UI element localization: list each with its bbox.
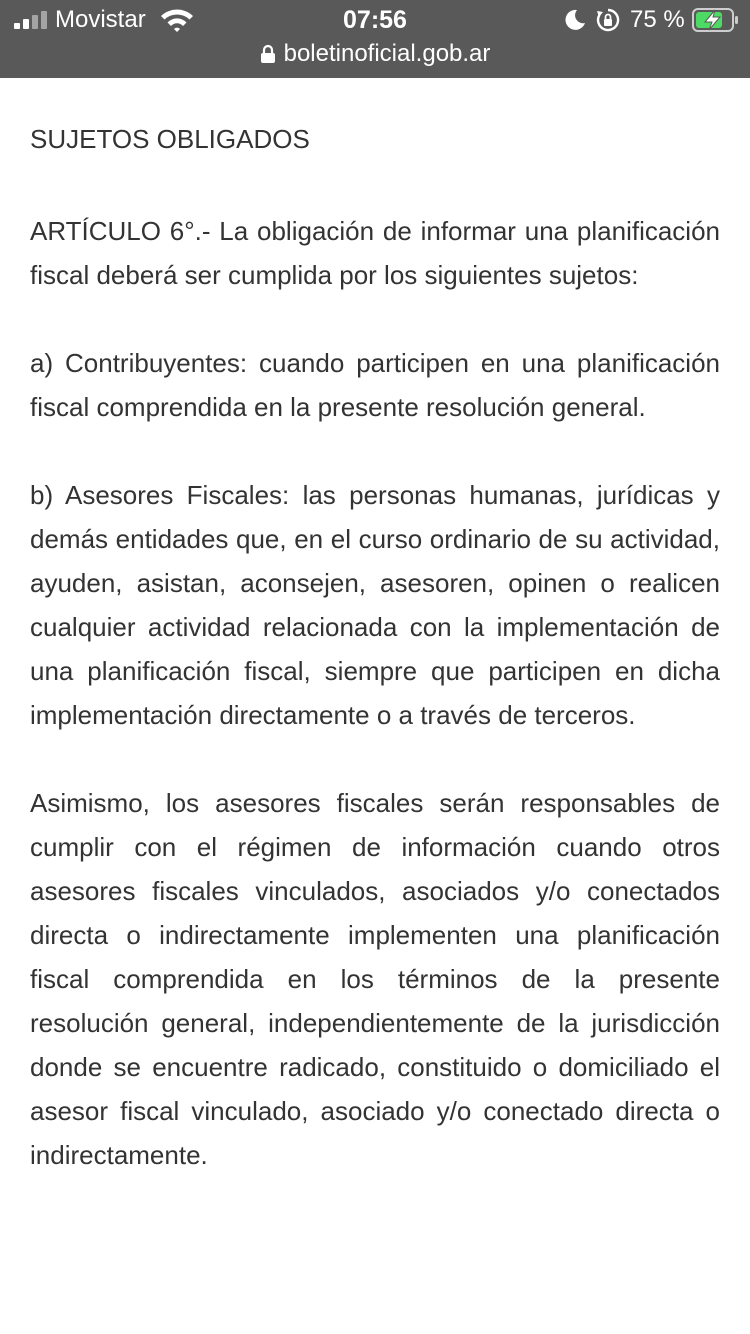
battery-charging-icon [692, 8, 740, 32]
moon-icon [564, 9, 586, 31]
article-content [30, 117, 720, 1221]
lock-icon [260, 44, 276, 64]
article-paragraph: b) Asesores Fiscales: las personas humanas, jurídicas y demás entidades que, en el curso ordinario de su actividad, ayuden, asistan, aconsejen, asesoren, opinen o realicen cualquier actividad relacionada con la implementación de una planificación fiscal, siempre que participen en dicha implementación directamente o a través de terceros. [30, 480, 720, 730]
clock: 07:56 [343, 6, 407, 34]
section-heading: SUJETOS OBLIGADOS [30, 124, 310, 154]
article-paragraph: Asimismo, los asesores fiscales serán responsables de cumplir con el régimen de información cuando otros asesores fiscales vinculados, asociados y/o conectados directa o indirectamente implementen una planificación fiscal comprendida en los términos de la presente resolución general, independientemente de la jurisdicción donde se encuentre radicado, constituido o domiciliado el asesor fiscal vinculado, asociado y/o conectado directa o indirectamente. [30, 788, 720, 1170]
url-container[interactable] [260, 38, 491, 70]
article-paragraph: ARTÍCULO 6°.- La obligación de informar una planificación fiscal deberá ser cumplida por los siguientes sujetos: [30, 216, 720, 290]
carrier-name: Movistar [55, 6, 146, 33]
rotation-lock-icon [596, 8, 620, 32]
url-text: boletinoficial.gob.ar [283, 40, 491, 67]
status-bar [0, 0, 750, 40]
article-paragraph: a) Contribuyentes: cuando participen en una planificación fiscal comprendida en la presente resolución general. [30, 348, 720, 422]
browser-top-bar [0, 0, 750, 78]
address-bar[interactable] [0, 38, 750, 72]
battery-percentage: 75 % [630, 6, 685, 33]
